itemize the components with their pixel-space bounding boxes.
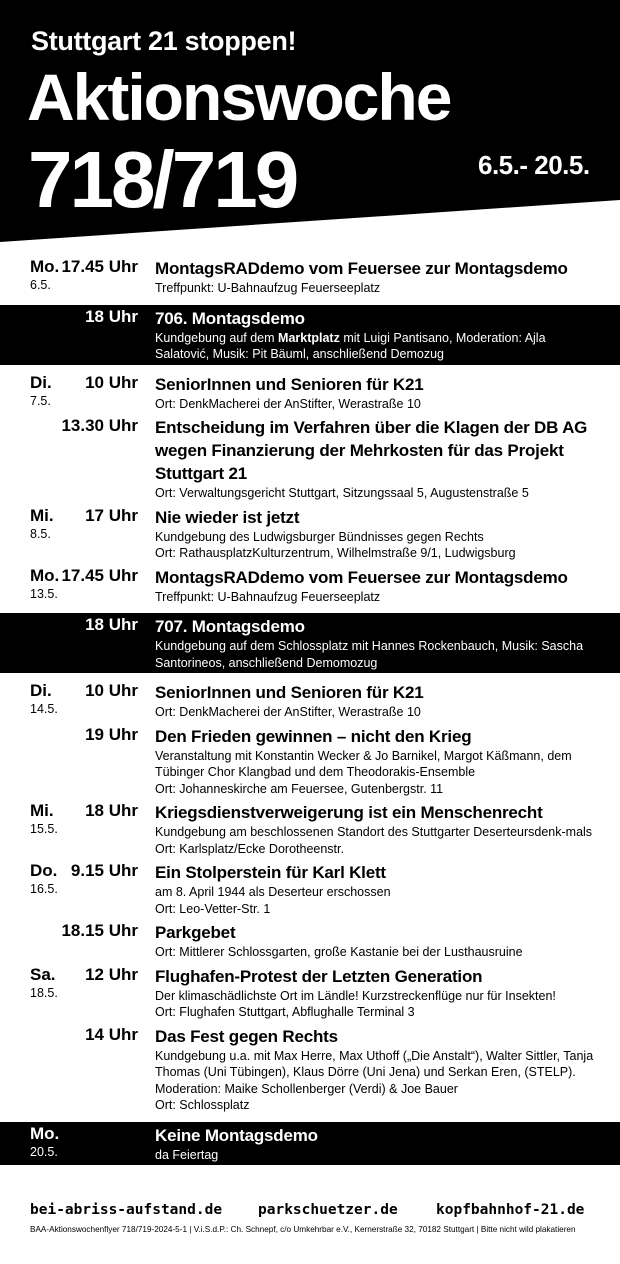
footer-link-kopfbahnhof-21[interactable]: kopfbahnhof-21.de [436, 1202, 585, 1218]
event-date: 8.5. [30, 526, 51, 541]
event-detail: Kundgebung u.a. mit Max Herre, Max Uthoff („Die Anstalt“), Walter Sittler, Tanja Thomas (Uni Tübingen), Klaus Dörre (Uni Jena) und Serkan Eren, (STELP). Moderation: Maike Schollenberger (Verdi) & Joe Bauer [155, 1048, 594, 1096]
event-title: Keine Montagsdemo [155, 1125, 318, 1145]
event-title: SeniorInnen und Senioren für K21 [155, 683, 424, 702]
event-detail: Kundgebung auf dem Schlossplatz mit Hannes Rockenbauch, Musik: Sascha Santorineos, anschließend Demomozug [155, 639, 584, 670]
event-detail [155, 330, 600, 363]
header-number: 718/719 [28, 135, 297, 224]
event-detail: Ort: Flughafen Stuttgart, Abflughalle Terminal 3 [155, 1005, 415, 1019]
event-detail: Treffpunkt: U-Bahnaufzug Feuerseeplatz [155, 281, 381, 295]
event-time: 10 Uhr [85, 372, 138, 392]
event-row [0, 859, 620, 919]
event-title: Flughafen-Protest der Letzten Generation [155, 966, 483, 986]
event-title: Das Fest gegen Rechts [155, 1026, 338, 1046]
event-time: 9.15 Uhr [70, 861, 138, 880]
event-day: Di. [30, 681, 52, 700]
event-title: MontagsRADdemo vom Feuersee zur Montagsdemo [155, 567, 568, 587]
event-detail: am 8. April 1944 als Deserteur erschossen [155, 885, 391, 899]
event-detail: Ort: Mittlerer Schlossgarten, große Kastanie bei der Lusthausruine [155, 945, 523, 959]
event-title: Den Frieden gewinnen – nicht den Krieg [155, 726, 472, 746]
footer-link-parkschuetzer[interactable]: parkschuetzer.de [258, 1202, 398, 1218]
event-time: 19 Uhr [85, 724, 138, 744]
event-title: SeniorInnen und Senioren für K21 [155, 374, 424, 394]
event-day: Mo. [30, 565, 60, 585]
event-title: Ein Stolperstein für Karl Klett [155, 863, 386, 882]
event-time: 18 Uhr [85, 615, 138, 634]
event-detail: Treffpunkt: U-Bahnaufzug Feuerseeplatz [155, 589, 381, 604]
header-dates: 6.5.- 20.5. [478, 150, 590, 180]
event-title: 707. Montagsdemo [155, 617, 305, 636]
event-detail: Ort: DenkMacherei der AnStifter, Werastraße 10 [155, 396, 421, 411]
event-row [0, 723, 620, 800]
event-row [0, 371, 620, 415]
event-date: 20.5. [30, 1144, 58, 1159]
event-detail: Der klimaschädlichste Ort im Ländle! Kurzstreckenflüge nur für Insekten! [155, 988, 556, 1003]
event-day: Mi. [30, 801, 54, 820]
event-detail: Ort: RathausplatzKulturzentrum, Wilhelmstraße 9/1, Ludwigsburg [155, 546, 516, 560]
event-day: Sa. [30, 964, 56, 984]
event-row [0, 679, 620, 723]
event-row [0, 414, 620, 504]
event-list [0, 255, 620, 1165]
event-time: 10 Uhr [85, 681, 138, 700]
footer-link-bei-abriss-aufstand[interactable]: bei-abriss-aufstand.de [30, 1202, 223, 1218]
event-day: Mi. [30, 505, 54, 525]
event-detail-prefix: Kundgebung auf dem [155, 330, 279, 345]
event-row [0, 255, 620, 299]
event-date: 13.5. [30, 586, 58, 601]
event-detail-rest: mit Luigi Pantisano, Moderation: Ajla Salatović, Musik: Pit Bäuml, anschließend Demozug [155, 330, 546, 361]
event-time: 18 Uhr [85, 306, 138, 326]
event-row [0, 504, 620, 564]
event-date: 16.5. [30, 882, 58, 896]
event-day: Mo. [30, 257, 60, 276]
event-row [0, 1023, 620, 1116]
event-detail-location: Marktplatz [278, 330, 340, 345]
event-time: 12 Uhr [85, 964, 138, 984]
event-detail: Ort: Johanneskirche am Feuersee, Gutenbergstr. 11 [155, 781, 444, 796]
event-detail: Kundgebung des Ludwigsburger Bündnisses gegen Rechts [155, 529, 484, 544]
event-row [0, 963, 620, 1023]
event-title: Entscheidung im Verfahren über die Klagen der DB AG wegen Finanzierung der Mehrkosten für das Projekt Stuttgart 21 [155, 418, 588, 483]
event-detail: da Feiertag [155, 1147, 219, 1162]
event-detail: Kundgebung am beschlossenen Standort des Stuttgarter Deserteursdenk-mals [155, 825, 593, 839]
event-title: MontagsRADdemo vom Feuersee zur Montagsdemo [155, 259, 568, 278]
header-title: Aktionswoche [27, 60, 451, 134]
event-time: 17.45 Uhr [61, 257, 138, 276]
event-detail: Ort: Schlossplatz [155, 1098, 250, 1112]
event-title: Parkgebet [155, 923, 236, 942]
event-row [0, 799, 620, 859]
event-detail: Ort: DenkMacherei der AnStifter, Werastraße 10 [155, 705, 421, 719]
event-time: 17.45 Uhr [61, 565, 138, 585]
event-detail: Veranstaltung mit Konstantin Wecker & Jo Barnikel, Margot Käßmann, dem Tübinger Chor Klangbad und dem Theodorakis-Ensemble [155, 748, 572, 779]
event-detail: Ort: Verwaltungsgericht Stuttgart, Sitzungssaal 5, Augustenstraße 5 [155, 486, 529, 500]
event-row [0, 613, 620, 673]
event-date: 14.5. [30, 702, 58, 716]
event-row [0, 564, 620, 608]
event-row [0, 1122, 620, 1166]
event-time: 14 Uhr [85, 1024, 138, 1044]
header-kicker: Stuttgart 21 stoppen! [31, 26, 297, 56]
event-date: 15.5. [30, 822, 58, 836]
header [0, 0, 620, 245]
footer-imprint: BAA-Aktionswochenflyer 718/719-2024-5-1 | V.i.S.d.P.: Ch. Schnepf, c/o Umkehrbar e.V., Kernerstraße 32, 70182 Stuttgart | Bitte nicht wild plakatieren [30, 1225, 576, 1234]
event-detail: Ort: Leo-Vetter-Str. 1 [155, 901, 271, 916]
event-date: 18.5. [30, 985, 58, 1000]
event-day: Di. [30, 372, 52, 392]
event-day: Mo. [30, 1123, 60, 1143]
event-detail: Ort: Karlsplatz/Ecke Dorotheenstr. [155, 841, 344, 856]
event-title: 706. Montagsdemo [155, 308, 305, 328]
event-date: 6.5. [30, 278, 51, 292]
event-row [0, 919, 620, 963]
event-date: 7.5. [30, 393, 51, 408]
event-time: 13.30 Uhr [61, 416, 138, 435]
event-row [0, 305, 620, 365]
event-time: 17 Uhr [85, 505, 138, 525]
event-time: 18 Uhr [85, 801, 138, 820]
event-title: Nie wieder ist jetzt [155, 507, 300, 527]
event-day: Do. [30, 861, 58, 880]
event-time: 18.15 Uhr [61, 921, 138, 940]
event-title: Kriegsdienstverweigerung ist ein Menschenrecht [155, 803, 543, 822]
